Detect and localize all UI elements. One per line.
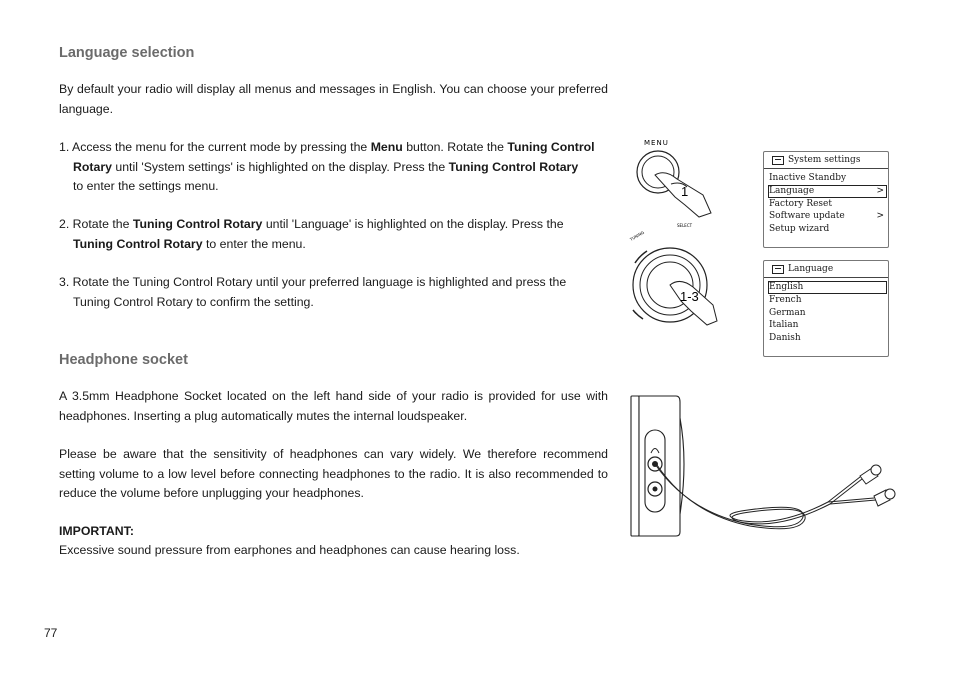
headphone-illustration xyxy=(628,392,908,542)
language-step-2: 2. Rotate the Tuning Control Rotary until 'Language' is highlighted on the display. Press the Tuning Control Rotary to enter the menu. xyxy=(59,217,564,251)
headphone-para-2: Please be aware that the sensitivity of headphones can vary widely. We therefore recommend setting volume to a low level before connecting headphones to the radio. It is also recommended to reduce the volume before unplugging your headphones. xyxy=(59,447,608,500)
menu-item: Software update > xyxy=(769,211,884,222)
lcd-header: System settings xyxy=(764,154,888,169)
important-label: IMPORTANT: xyxy=(59,524,134,538)
menu-list-icon xyxy=(772,265,784,274)
radio-controls-illustration xyxy=(625,135,725,330)
menu-item: German xyxy=(769,307,806,318)
earphone-cable xyxy=(655,464,876,529)
menu-item: Italian xyxy=(769,320,799,331)
lcd-screen-language xyxy=(763,260,889,357)
language-intro: By default your radio will display all menus and messages in English. You can choose your preferred language. xyxy=(59,82,608,116)
menu-item: Inactive Standby xyxy=(769,173,847,183)
menu-item: French xyxy=(769,295,802,305)
callout-1: 1 xyxy=(681,184,689,199)
callout-1-3: 1-3 xyxy=(680,289,699,304)
menu-button-label: MENU xyxy=(644,139,669,147)
aux-socket xyxy=(648,482,662,496)
section-title-headphone: Headphone socket xyxy=(59,352,188,368)
page-number: 77 xyxy=(44,626,58,640)
select-label: SELECT xyxy=(677,223,693,228)
headphone-para-1: A 3.5mm Headphone Socket located on the left hand side of your radio is provided for use with headphones. Inserting a plug automatically mutes the internal loudspeaker. xyxy=(59,389,608,423)
menu-item: Danish xyxy=(769,332,801,343)
important-text: Excessive sound pressure from earphones and headphones can cause hearing loss. xyxy=(59,543,520,557)
menu-item: Factory Reset xyxy=(769,198,832,209)
menu-item-selected: English xyxy=(768,281,887,294)
menu-item-selected: Language > xyxy=(768,185,887,198)
language-step-1: 1. Access the menu for the current mode by pressing the Menu button. Rotate the Tuning Control Rotary until 'System settings' is highlighted on the display. Press the Tuning Control Rotary to enter the settings menu. xyxy=(59,140,595,193)
menu-item: Setup wizard xyxy=(769,223,830,234)
language-step-3: 3. Rotate the Tuning Control Rotary until your preferred language is highlighted and press the Tuning Control Rotary to confirm the setting. xyxy=(59,275,567,309)
lcd-header: Language xyxy=(764,263,888,278)
section-title-language: Language selection xyxy=(59,45,195,61)
lcd-screen-system-settings xyxy=(763,151,889,248)
menu-list-icon xyxy=(772,156,784,165)
earbud-left xyxy=(860,465,881,484)
tuning-label: TUNING xyxy=(629,229,646,242)
earbud-right xyxy=(874,489,895,506)
